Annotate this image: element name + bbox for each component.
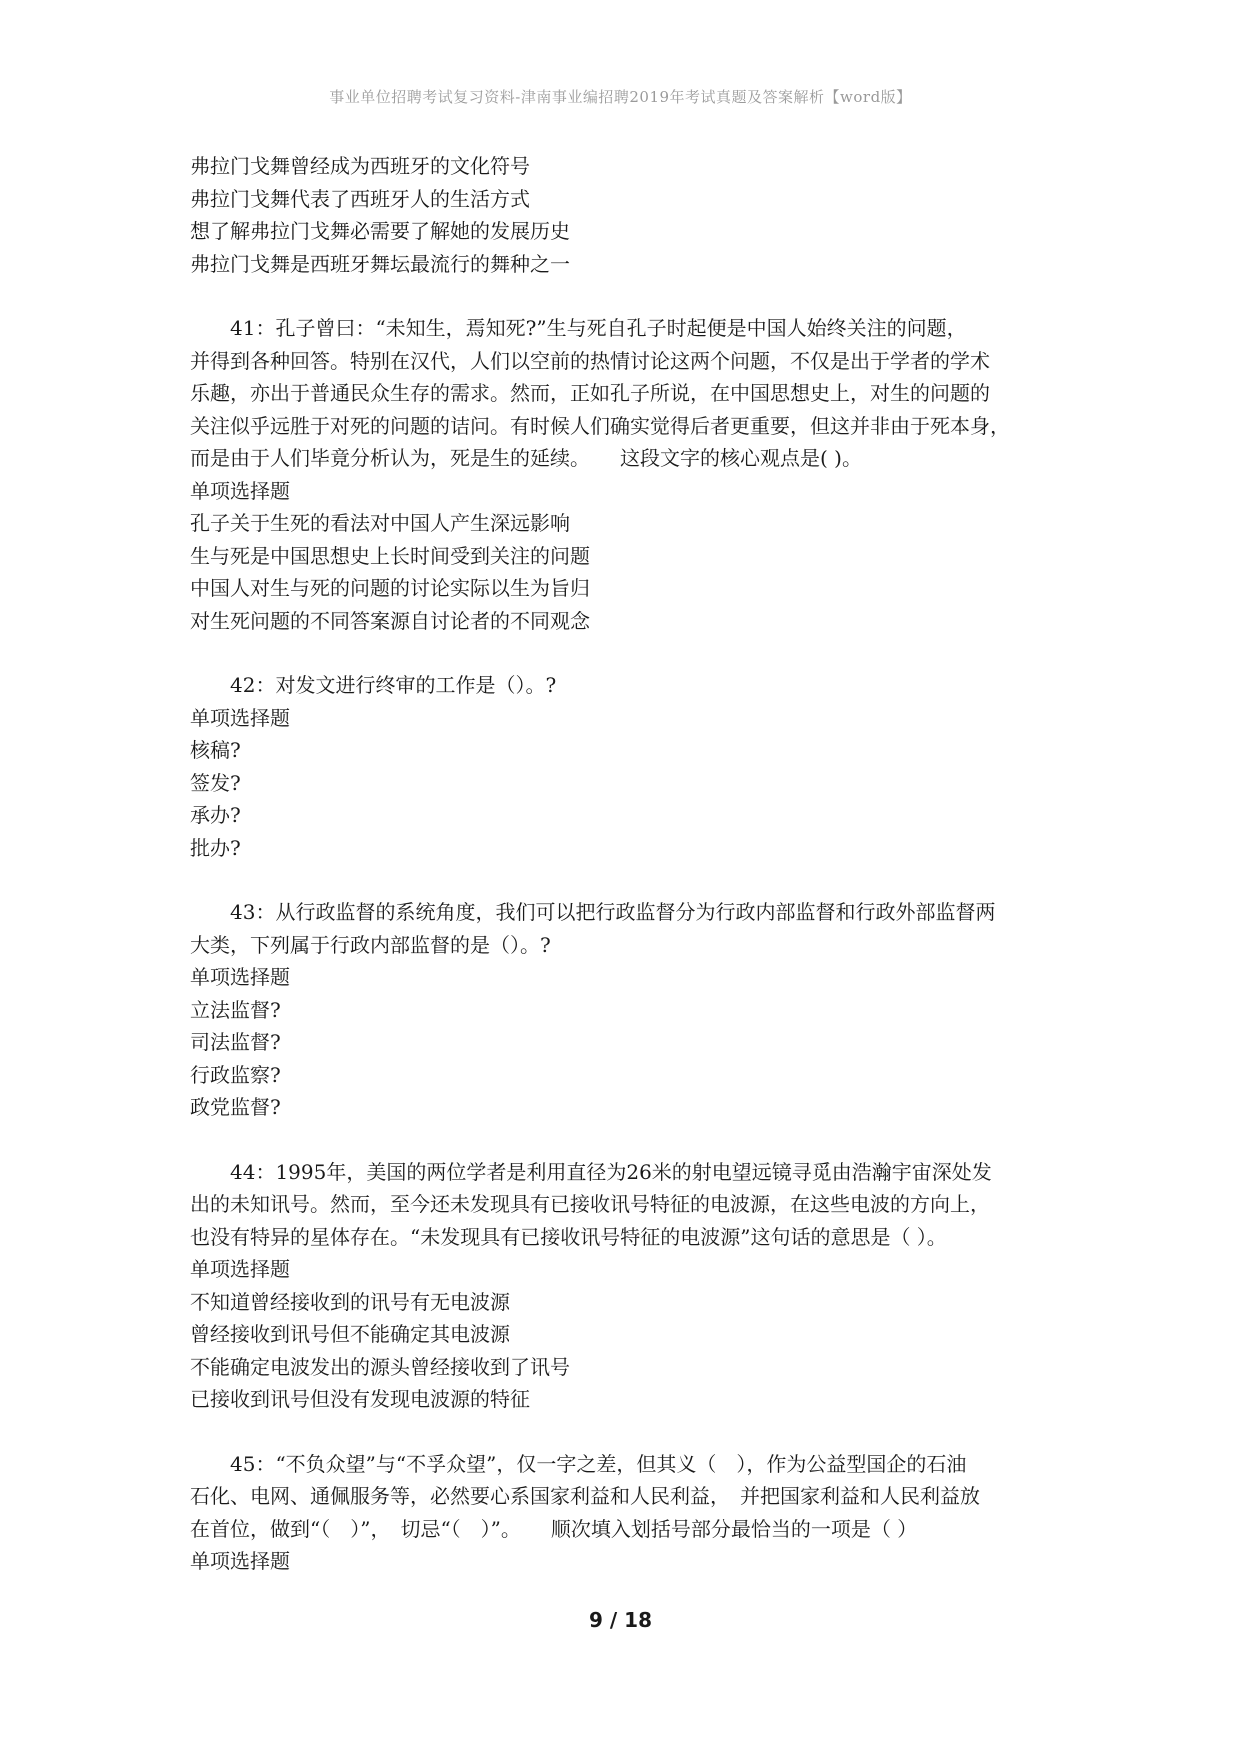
option-line: 已接收到讯号但没有发现电波源的特征 (190, 1387, 530, 1411)
page-header: 事业单位招聘考试复习资料-津南事业编招聘2019年考试真题及答案解析【word版】 (329, 88, 912, 106)
question-text: 大类，下列属于行政内部监督的是（）。? (190, 932, 551, 957)
option-line: 想了解弗拉门戈舞必需要了解她的发展历史 (190, 219, 570, 243)
option-line: 弗拉门戈舞曾经成为西班牙的文化符号 (190, 154, 530, 178)
question-text: 出的未知讯号。然而，至今还未发现具有已接收讯号特征的电波源，在这些电波的方向上， (190, 1192, 990, 1216)
option-line: 立法监督? (190, 997, 281, 1022)
question-type: 单项选择题 (190, 1549, 290, 1573)
question-text: 41：孔子曾曰：“未知生，焉知死?”生与死自孔子时起便是中国人始终关注的问题， (230, 316, 967, 340)
question-44 (190, 1156, 1070, 1416)
option-line: 孔子关于生死的看法对中国人产生深远影响 (190, 511, 570, 535)
question-type: 单项选择题 (190, 965, 290, 989)
question-text: 43：从行政监督的系统角度，我们可以把行政监督分为行政内部监督和行政外部监督两 (230, 900, 996, 924)
option-line: 曾经接收到讯号但不能确定其电波源 (190, 1322, 510, 1346)
question-text: 44：1995年，美国的两位学者是利用直径为26米的射电望远镜寻觅由浩瀚宇宙深处发 (230, 1159, 992, 1184)
previous-question-options (190, 150, 1070, 280)
question-41 (190, 312, 1070, 637)
document-body (190, 150, 1070, 1578)
question-text: 乐趣，亦出于普通民众生存的需求。然而，正如孔子所说，在中国思想史上，对生的问题的 (190, 381, 990, 405)
option-line: 不知道曾经接收到的讯号有无电波源 (190, 1289, 510, 1314)
question-text: 石化、电网、通佩服务等，必然要心系国家利益和人民利益， 并把国家利益和人民利益放 (190, 1484, 980, 1508)
question-45 (190, 1448, 1070, 1578)
question-type: 单项选择题 (190, 478, 290, 503)
option-line: 对生死问题的不同答案源自讨论者的不同观念 (190, 608, 590, 633)
question-text: 并得到各种回答。特别在汉代，人们以空前的热情讨论这两个问题，不仅是出于学者的学术 (190, 348, 990, 373)
option-line: 承办? (190, 803, 241, 827)
question-text: 42：对发文进行终审的工作是（）。? (230, 673, 557, 697)
option-line: 核稿? (190, 738, 241, 762)
option-line: 政党监督? (190, 1095, 281, 1119)
question-text: 而是由于人们毕竟分析认为，死是生的延续。 这段文字的核心观点是( )。 (190, 446, 862, 470)
option-line: 不能确定电波发出的源头曾经接收到了讯号 (190, 1354, 570, 1379)
option-line: 签发? (190, 770, 241, 795)
option-line: 批办? (190, 835, 241, 860)
question-text: 在首位，做到“（ ）”， 切忌“（ ）”。 顺次填入划括号部分最恰当的一项是（ ） (190, 1516, 918, 1541)
option-line: 弗拉门戈舞是西班牙舞坛最流行的舞种之一 (190, 251, 570, 276)
option-line: 中国人对生与死的问题的讨论实际以生为旨归 (190, 576, 590, 600)
question-text: 关注似乎远胜于对死的问题的诘问。有时候人们确实觉得后者更重要，但这并非由于死本身， (190, 413, 1010, 438)
question-text: 45：“不负众望”与“不孚众望”，仅一字之差，但其义（ ），作为公益型国企的石油 (230, 1451, 967, 1476)
question-43 (190, 896, 1070, 1124)
question-type: 单项选择题 (190, 1257, 290, 1281)
question-42 (190, 669, 1070, 864)
page-number: 9 / 18 (589, 1608, 652, 1632)
option-line: 行政监察? (190, 1062, 281, 1087)
question-text: 也没有特异的星体存在。“未发现具有已接收讯号特征的电波源”这句话的意思是（ ）。 (190, 1224, 947, 1249)
option-line: 生与死是中国思想史上长时间受到关注的问题 (190, 543, 590, 568)
question-type: 单项选择题 (190, 705, 290, 730)
option-line: 司法监督? (190, 1030, 281, 1054)
option-line: 弗拉门戈舞代表了西班牙人的生活方式 (190, 186, 530, 211)
